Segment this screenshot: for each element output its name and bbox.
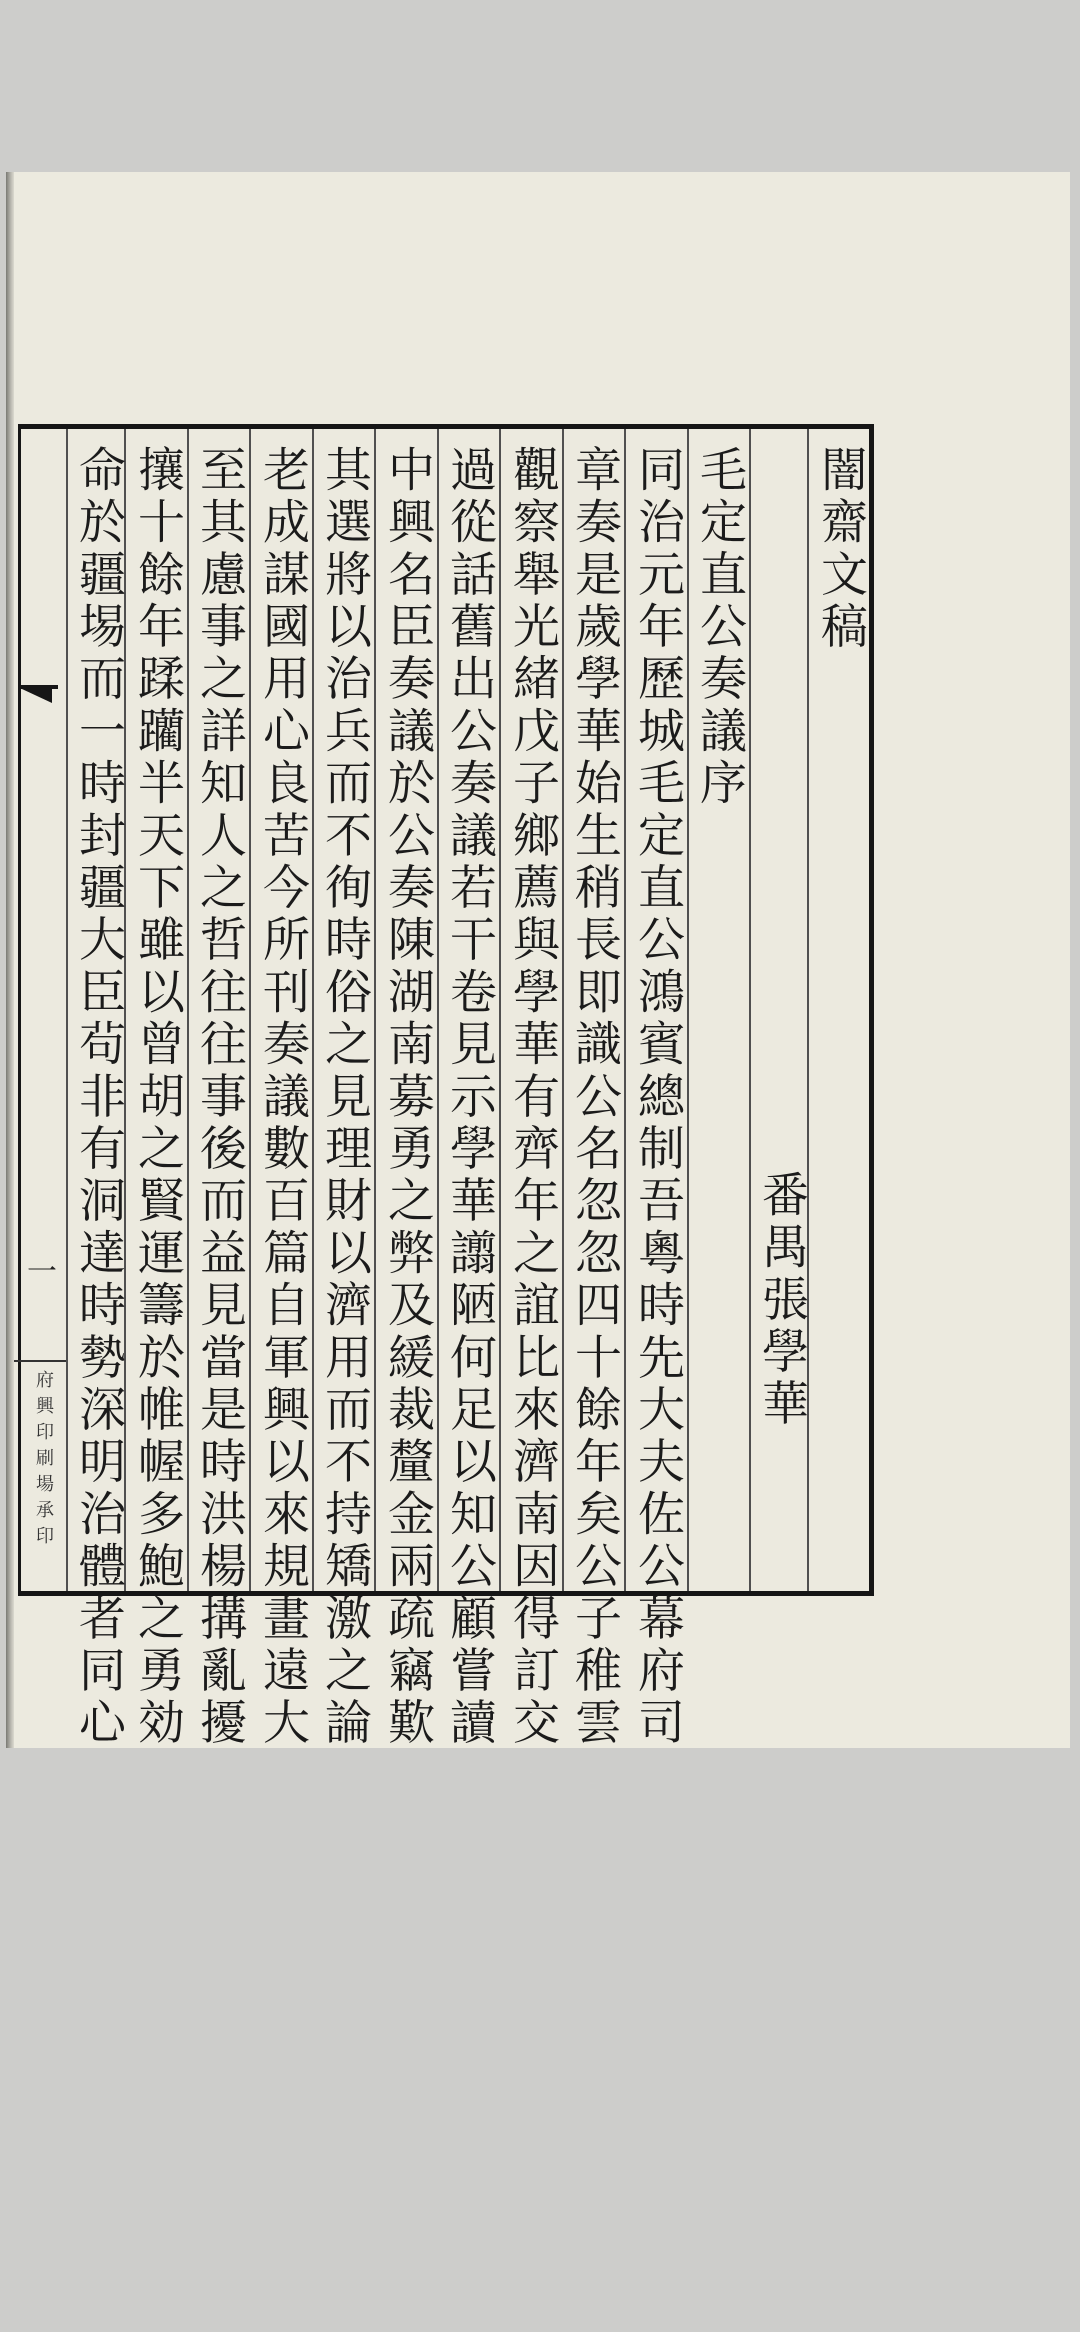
column-rule bbox=[66, 429, 68, 1591]
book-title: 闇齋文稿 bbox=[813, 445, 868, 654]
column-rule bbox=[312, 429, 314, 1591]
text-column-content: 章奏是歲學華始生稍長即識公名忽忽四十餘年矣公子稚雲 bbox=[567, 445, 622, 1750]
column-rule bbox=[249, 429, 251, 1591]
text-column-content: 攘十餘年蹂躪半天下雖以曾胡之賢運籌於帷幄多鮑之勇効 bbox=[130, 445, 185, 1750]
column-rule bbox=[437, 429, 439, 1591]
text-column bbox=[315, 429, 373, 1750]
essay-title: 毛定直公奏議序 bbox=[692, 445, 747, 811]
text-column bbox=[253, 429, 311, 1750]
column-rule bbox=[687, 429, 689, 1591]
leaf-number: 一 bbox=[21, 1255, 56, 1285]
printer-imprint: 府興印刷場承印 bbox=[33, 1370, 54, 1552]
text-column-content: 其選將以治兵而不徇時俗之見理財以濟用而不持矯激之論 bbox=[317, 445, 372, 1750]
text-column bbox=[190, 429, 248, 1750]
column-rule bbox=[187, 429, 189, 1591]
text-column bbox=[378, 429, 436, 1750]
text-column bbox=[69, 429, 127, 1750]
text-column bbox=[628, 429, 686, 1750]
text-column-content: 命於疆埸而一時封疆大臣茍非有洞達時勢深明治體者同心 bbox=[71, 445, 126, 1750]
text-column-content: 同治元年歷城毛定直公鴻賓總制吾粵時先大夫佐公幕府司 bbox=[630, 445, 685, 1750]
author-column bbox=[752, 1170, 810, 2332]
column-rule bbox=[562, 429, 564, 1591]
text-column bbox=[565, 429, 623, 1750]
fishtail-mark bbox=[18, 685, 58, 709]
text-column bbox=[503, 429, 561, 1750]
book-title-column bbox=[811, 429, 869, 1591]
text-column-content: 觀察舉光緒戊子鄉薦與學華有齊年之誼比來濟南因得訂交 bbox=[505, 445, 560, 1750]
column-rule bbox=[499, 429, 501, 1591]
text-column-content: 過從話舊出公奏議若干卷見示學華譾陋何足以知公顧嘗讀 bbox=[442, 445, 497, 1750]
book-spine bbox=[6, 172, 14, 1748]
text-column bbox=[128, 429, 186, 1750]
column-rule bbox=[624, 429, 626, 1591]
text-column bbox=[440, 429, 498, 1750]
column-rule bbox=[749, 429, 751, 1591]
column-rule bbox=[374, 429, 376, 1591]
margin-rule bbox=[14, 1360, 66, 1362]
text-column-content: 中興名臣奏議於公奏陳湖南募勇之弊及緩裁釐金兩疏竊歎 bbox=[380, 445, 435, 1750]
text-column-content: 至其慮事之詳知人之哲往往事後而益見當是時洪楊搆亂擾 bbox=[192, 445, 247, 1750]
essay-title-column bbox=[690, 429, 748, 1591]
author-name: 番禺張學華 bbox=[754, 1170, 809, 1431]
text-column-content: 老成謀國用心良苦今所刊奏議數百篇自軍興以來規畫遠大 bbox=[255, 445, 310, 1750]
